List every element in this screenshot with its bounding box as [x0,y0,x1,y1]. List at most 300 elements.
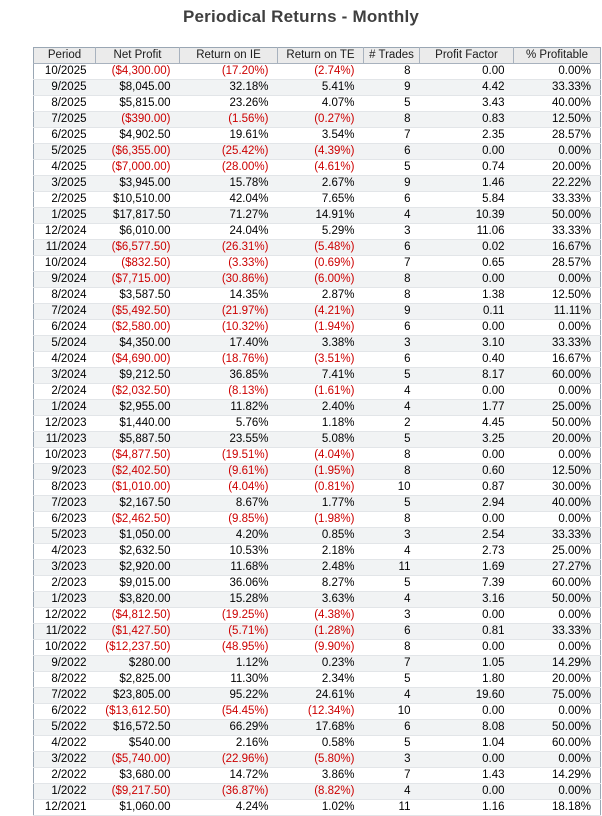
table-cell: $2,167.50 [96,496,180,512]
table-cell: 1.80 [420,672,514,688]
table-cell: 5/2023 [34,528,96,544]
table-cell: 15.78% [180,176,278,192]
table-cell: 2.35 [420,128,514,144]
column-header-profit-factor: Profit Factor [420,48,514,64]
table-cell: 2.18% [278,544,364,560]
table-cell: 8 [364,64,420,80]
table-row [34,448,601,464]
table-cell: 22.22% [514,176,601,192]
table-cell: 7.39 [420,576,514,592]
table-cell: 0.00 [420,640,514,656]
table-cell: ($12,237.50) [96,640,180,656]
table-cell: $2,825.00 [96,672,180,688]
table-cell: 20.00% [514,160,601,176]
table-cell: (25.42%) [180,144,278,160]
table-cell: 60.00% [514,576,601,592]
table-cell: 1.43 [420,768,514,784]
table-cell: 8.17 [420,368,514,384]
table-cell: $2,955.00 [96,400,180,416]
table-cell: 25.00% [514,544,601,560]
table-cell: 11.06 [420,224,514,240]
table-cell: 6/2024 [34,320,96,336]
table-cell: (1.61%) [278,384,364,400]
table-cell: 8/2023 [34,480,96,496]
table-cell: 4.07% [278,96,364,112]
table-row [34,416,601,432]
table-cell: (1.95%) [278,464,364,480]
table-cell: ($1,010.00) [96,480,180,496]
table-cell: 1/2023 [34,592,96,608]
table-cell: 66.29% [180,720,278,736]
table-row [34,320,601,336]
table-row [34,576,601,592]
table-cell: 3.16 [420,592,514,608]
table-row [34,688,601,704]
table-cell: $3,945.00 [96,176,180,192]
table-cell: 95.22% [180,688,278,704]
table-cell: 0.83 [420,112,514,128]
table-cell: 27.27% [514,560,601,576]
table-cell: ($6,355.00) [96,144,180,160]
table-cell: 0.81 [420,624,514,640]
table-cell: $3,680.00 [96,768,180,784]
table-cell: $8,045.00 [96,80,180,96]
table-cell: 5.29% [278,224,364,240]
table-cell: (4.61%) [278,160,364,176]
table-cell: 4 [364,208,420,224]
table-cell: ($7,715.00) [96,272,180,288]
table-cell: ($390.00) [96,112,180,128]
column-header-return-on-te: Return on TE [278,48,364,64]
table-cell: 0.00% [514,784,601,800]
table-cell: 4 [364,784,420,800]
table-cell: ($6,577.50) [96,240,180,256]
table-cell: 1/2024 [34,400,96,416]
table-cell: 5 [364,576,420,592]
table-cell: 2.94 [420,496,514,512]
table-cell: 0.00% [514,384,601,400]
table-cell: 1.46 [420,176,514,192]
table-row [34,464,601,480]
table-cell: (3.33%) [180,256,278,272]
table-row [34,592,601,608]
table-cell: 5.08% [278,432,364,448]
table-cell: (54.45%) [180,704,278,720]
table-cell: 0.00 [420,784,514,800]
table-cell: 3.43 [420,96,514,112]
table-cell: (17.20%) [180,64,278,80]
table-cell: 0.00 [420,448,514,464]
table-cell: (2.74%) [278,64,364,80]
table-cell: 10.53% [180,544,278,560]
table-cell: 0.00 [420,384,514,400]
table-cell: 5 [364,432,420,448]
table-row [34,384,601,400]
table-header [34,48,601,64]
table-row [34,352,601,368]
table-cell: ($4,690.00) [96,352,180,368]
table-cell: 20.00% [514,432,601,448]
table-cell: 8.67% [180,496,278,512]
table-cell: 60.00% [514,368,601,384]
table-cell: 15.28% [180,592,278,608]
table-row [34,208,601,224]
table-cell: 19.61% [180,128,278,144]
table-cell: 10 [364,704,420,720]
table-cell: (21.97%) [180,304,278,320]
table-cell: 33.33% [514,224,601,240]
table-cell: (30.86%) [180,272,278,288]
table-cell: 4/2025 [34,160,96,176]
table-cell: 12/2023 [34,416,96,432]
table-cell: 32.18% [180,80,278,96]
table-cell: 7 [364,656,420,672]
table-cell: 8 [364,288,420,304]
table-cell: 7/2025 [34,112,96,128]
table-cell: (9.85%) [180,512,278,528]
table-cell: ($7,000.00) [96,160,180,176]
table-row [34,112,601,128]
table-cell: (6.00%) [278,272,364,288]
table-cell: $10,510.00 [96,192,180,208]
table-cell: (1.28%) [278,624,364,640]
table-cell: 0.00 [420,64,514,80]
table-cell: 30.00% [514,480,601,496]
table-cell: $280.00 [96,656,180,672]
table-cell: 19.60 [420,688,514,704]
table-cell: 12/2021 [34,800,96,816]
table-cell: 2.34% [278,672,364,688]
table-cell: ($4,812.50) [96,608,180,624]
table-cell: ($9,217.50) [96,784,180,800]
table-cell: 0.00 [420,512,514,528]
table-row [34,752,601,768]
table-cell: 0.00% [514,448,601,464]
table-cell: 8/2025 [34,96,96,112]
table-cell: (19.51%) [180,448,278,464]
table-cell: 50.00% [514,208,601,224]
table-cell: 28.57% [514,128,601,144]
table-cell: (8.13%) [180,384,278,400]
column-header-pct-profitable: % Profitable [514,48,601,64]
table-cell: $3,820.00 [96,592,180,608]
table-cell: 6/2025 [34,128,96,144]
table-cell: 4/2023 [34,544,96,560]
table-cell: 1/2025 [34,208,96,224]
table-cell: 3 [364,336,420,352]
table-cell: 14.29% [514,768,601,784]
table-cell: 0.00 [420,144,514,160]
table-cell: $9,212.50 [96,368,180,384]
table-cell: 1/2022 [34,784,96,800]
table-cell: 8.27% [278,576,364,592]
table-cell: $5,887.50 [96,432,180,448]
table-cell: 33.33% [514,80,601,96]
table-cell: 9/2024 [34,272,96,288]
returns-table [33,47,601,816]
table-row [34,64,601,80]
table-row [34,144,601,160]
table-cell: 3.63% [278,592,364,608]
table-cell: (3.51%) [278,352,364,368]
table-cell: (9.90%) [278,640,364,656]
table-cell: 24.61% [278,688,364,704]
table-cell: 4.42 [420,80,514,96]
table-cell: 1.16 [420,800,514,816]
table-cell: (4.04%) [180,480,278,496]
table-row [34,80,601,96]
table-cell: 4.20% [180,528,278,544]
table-cell: 16.67% [514,352,601,368]
table-cell: (19.25%) [180,608,278,624]
table-cell: (0.27%) [278,112,364,128]
table-cell: $4,902.50 [96,128,180,144]
table-cell: 75.00% [514,688,601,704]
table-cell: 0.00% [514,64,601,80]
table-cell: 12/2022 [34,608,96,624]
table-row [34,160,601,176]
table-cell: $2,632.50 [96,544,180,560]
table-cell: (8.82%) [278,784,364,800]
table-cell: 7 [364,768,420,784]
table-cell: (4.39%) [278,144,364,160]
table-cell: 6/2022 [34,704,96,720]
column-header-period: Period [34,48,96,64]
table-cell: 8.08 [420,720,514,736]
table-cell: 1.77% [278,496,364,512]
table-row [34,768,601,784]
table-cell: 8 [364,464,420,480]
table-row [34,560,601,576]
table-cell: (1.98%) [278,512,364,528]
table-cell: (12.34%) [278,704,364,720]
table-cell: 4/2022 [34,736,96,752]
table-cell: 0.11 [420,304,514,320]
table-cell: 8 [364,272,420,288]
table-cell: 33.33% [514,192,601,208]
table-cell: 17.68% [278,720,364,736]
table-cell: $6,010.00 [96,224,180,240]
table-cell: 0.00% [514,320,601,336]
table-cell: 7/2024 [34,304,96,320]
table-cell: (4.04%) [278,448,364,464]
table-cell: 2.67% [278,176,364,192]
table-cell: 6 [364,624,420,640]
returns-table-body [34,64,601,816]
table-cell: 6 [364,352,420,368]
table-cell: 4 [364,544,420,560]
table-cell: 14.91% [278,208,364,224]
table-cell: 20.00% [514,672,601,688]
table-cell: 5 [364,160,420,176]
table-cell: $3,587.50 [96,288,180,304]
table-row [34,400,601,416]
page-title: Periodical Returns - Monthly [182,7,420,26]
table-cell: 36.06% [180,576,278,592]
table-cell: 8 [364,112,420,128]
table-cell: 5 [364,672,420,688]
table-cell: (1.94%) [278,320,364,336]
table-row [34,432,601,448]
table-cell: (28.00%) [180,160,278,176]
table-cell: 4 [364,384,420,400]
table-cell: 50.00% [514,720,601,736]
table-cell: 0.00% [514,144,601,160]
table-cell: 8/2024 [34,288,96,304]
table-row [34,512,601,528]
table-row [34,608,601,624]
table-row [34,368,601,384]
column-header-return-on-ie: Return on IE [180,48,278,64]
table-cell: 5 [364,736,420,752]
table-cell: ($2,032.50) [96,384,180,400]
table-cell: 14.35% [180,288,278,304]
table-cell: 3/2022 [34,752,96,768]
table-row [34,256,601,272]
table-cell: 9 [364,80,420,96]
table-row [34,128,601,144]
table-cell: 2/2024 [34,384,96,400]
table-cell: 3 [364,752,420,768]
table-row [34,96,601,112]
table-cell: $23,805.00 [96,688,180,704]
table-cell: 5/2025 [34,144,96,160]
table-cell: 50.00% [514,592,601,608]
table-cell: 24.04% [180,224,278,240]
table-cell: ($4,300.00) [96,64,180,80]
table-row [34,800,601,816]
table-cell: 4.45 [420,416,514,432]
table-cell: $1,050.00 [96,528,180,544]
table-cell: 3 [364,224,420,240]
table-cell: $9,015.00 [96,576,180,592]
column-header-num-trades: # Trades [364,48,420,64]
table-cell: 9/2025 [34,80,96,96]
table-cell: 33.33% [514,624,601,640]
table-cell: 10/2024 [34,256,96,272]
table-cell: 5.41% [278,80,364,96]
table-cell: 9 [364,176,420,192]
table-cell: 2.48% [278,560,364,576]
table-cell: (4.21%) [278,304,364,320]
table-cell: $1,060.00 [96,800,180,816]
table-cell: 12.50% [514,464,601,480]
table-cell: 10/2025 [34,64,96,80]
table-row [34,704,601,720]
table-row [34,672,601,688]
table-row [34,640,601,656]
table-cell: 16.67% [514,240,601,256]
table-cell: ($2,402.50) [96,464,180,480]
table-cell: 7/2023 [34,496,96,512]
table-cell: (1.56%) [180,112,278,128]
table-cell: (0.69%) [278,256,364,272]
table-cell: 0.00 [420,752,514,768]
table-row [34,272,601,288]
table-cell: 5 [364,496,420,512]
table-cell: 6 [364,144,420,160]
table-cell: 1.38 [420,288,514,304]
table-cell: ($5,740.00) [96,752,180,768]
table-cell: 0.02 [420,240,514,256]
table-cell: ($13,612.50) [96,704,180,720]
table-cell: 33.33% [514,336,601,352]
table-cell: 5/2022 [34,720,96,736]
table-cell: ($1,427.50) [96,624,180,640]
table-cell: 0.74 [420,160,514,176]
table-cell: 2.16% [180,736,278,752]
table-row [34,496,601,512]
table-cell: 7.65% [278,192,364,208]
table-cell: ($5,492.50) [96,304,180,320]
table-cell: 11.68% [180,560,278,576]
table-cell: 11.30% [180,672,278,688]
table-cell: 8 [364,640,420,656]
table-cell: 3/2025 [34,176,96,192]
table-cell: 3.10 [420,336,514,352]
table-cell: 2.73 [420,544,514,560]
table-cell: 11 [364,800,420,816]
table-cell: 6 [364,192,420,208]
table-row [34,480,601,496]
table-cell: 3/2024 [34,368,96,384]
table-row [34,624,601,640]
table-cell: 36.85% [180,368,278,384]
table-row [34,192,601,208]
table-cell: 2 [364,416,420,432]
table-cell: 17.40% [180,336,278,352]
table-cell: $17,817.50 [96,208,180,224]
table-cell: (0.81%) [278,480,364,496]
table-cell: 0.00% [514,272,601,288]
table-cell: 2/2022 [34,768,96,784]
table-cell: 0.00% [514,640,601,656]
table-cell: 12.50% [514,112,601,128]
table-cell: 1.04 [420,736,514,752]
table-cell: 12.50% [514,288,601,304]
table-cell: (48.95%) [180,640,278,656]
table-cell: 0.23% [278,656,364,672]
table-cell: 3 [364,528,420,544]
table-cell: 1.05 [420,656,514,672]
table-cell: 42.04% [180,192,278,208]
table-cell: (9.61%) [180,464,278,480]
table-row [34,784,601,800]
table-cell: 4 [364,592,420,608]
table-cell: ($4,877.50) [96,448,180,464]
table-cell: 9/2023 [34,464,96,480]
table-cell: 33.33% [514,528,601,544]
table-cell: 11/2024 [34,240,96,256]
table-cell: 0.58% [278,736,364,752]
table-row [34,656,601,672]
table-row [34,304,601,320]
table-cell: 5/2024 [34,336,96,352]
table-cell: 10 [364,480,420,496]
table-cell: 0.00% [514,512,601,528]
table-cell: 6 [364,320,420,336]
table-cell: $2,920.00 [96,560,180,576]
table-cell: 0.40 [420,352,514,368]
table-cell: ($2,462.50) [96,512,180,528]
table-cell: 11.11% [514,304,601,320]
table-cell: 5 [364,368,420,384]
table-cell: 14.72% [180,768,278,784]
table-cell: 10/2022 [34,640,96,656]
table-cell: $1,440.00 [96,416,180,432]
table-cell: 7 [364,128,420,144]
table-cell: 5.76% [180,416,278,432]
